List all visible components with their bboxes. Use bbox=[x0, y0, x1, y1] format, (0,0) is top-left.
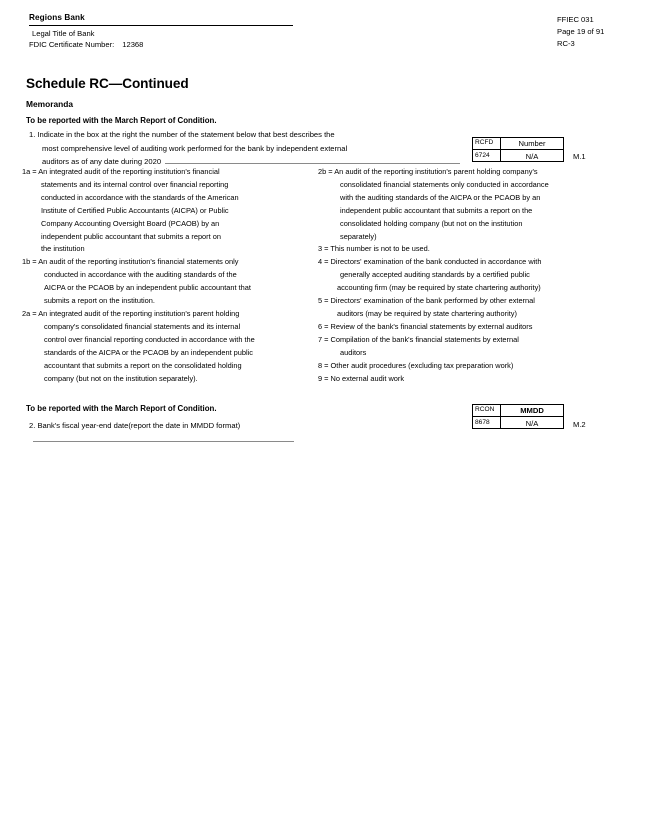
definition-line: 1a = An integrated audit of the reporting institution's financial bbox=[22, 167, 220, 176]
definition-line: 2b = An audit of the reporting institution's parent holding company's bbox=[318, 167, 538, 176]
memo-2-value-header: MMDD bbox=[501, 405, 563, 417]
definition-line: 9 = No external audit work bbox=[318, 373, 405, 383]
header-left-block bbox=[29, 13, 329, 50]
memoranda-heading: Memoranda bbox=[26, 99, 74, 109]
memo-1-code: 6724 bbox=[475, 152, 490, 159]
definition-7 bbox=[318, 334, 613, 360]
definition-line: separately) bbox=[340, 231, 377, 241]
definition-line: with the auditing standards of the AICPA or the PCAOB by an bbox=[340, 192, 541, 202]
definition-line: AICPA or the PCAOB by an independent public accountant that bbox=[44, 283, 251, 293]
form-id: FFIEC 031 bbox=[557, 15, 594, 24]
memo-item-2-text: 2. Bank's fiscal year-end date(report the date in MMDD format) bbox=[29, 421, 241, 430]
definition-3 bbox=[318, 243, 613, 256]
definition-line: independent public accountant that submits a report on bbox=[41, 231, 221, 241]
definition-line: statements and its internal control over financial reporting bbox=[41, 179, 229, 189]
definition-5 bbox=[318, 295, 613, 321]
definition-line: 8 = Other audit procedures (excluding tax preparation work) bbox=[318, 360, 514, 370]
definition-line: 1b = An audit of the reporting institution's financial statements only bbox=[22, 257, 239, 267]
definition-6 bbox=[318, 321, 613, 334]
definition-line: 2a = An integrated audit of the reporting institution's parent holding bbox=[22, 308, 240, 318]
fdic-label: FDIC Certificate Number: bbox=[29, 40, 115, 49]
definition-line: accountant that submits a report on the consolidated holding bbox=[44, 360, 242, 370]
memo-2-value-column bbox=[501, 405, 563, 428]
definition-line: 7 = Compilation of the bank's financial statements by external bbox=[318, 334, 519, 344]
definition-line: company (but not on the institution separately). bbox=[44, 373, 198, 383]
memo-item-1 bbox=[29, 128, 469, 169]
definition-line: conducted in accordance with the auditing standards of the bbox=[44, 270, 237, 280]
page-number: Page 19 of 91 bbox=[557, 27, 605, 37]
memo-1-value-header: Number bbox=[501, 138, 563, 150]
memo-item-2-line-1 bbox=[29, 419, 469, 446]
definition-2b bbox=[318, 166, 613, 243]
definition-line: conducted in accordance with the standards of the American bbox=[41, 192, 239, 202]
memo-1-code-column bbox=[473, 138, 501, 161]
definition-line: 5 = Directors' examination of the bank performed by other external bbox=[318, 296, 535, 306]
definition-line: Institute of Certified Public Accountants (AICPA) or Public bbox=[41, 205, 229, 215]
definition-line: consolidated holding company (but not on the institution bbox=[340, 218, 523, 228]
legal-title-label: Legal Title of Bank bbox=[32, 29, 95, 38]
definition-line: the institution bbox=[41, 244, 85, 254]
definition-line: company's consolidated financial statements and its internal bbox=[44, 321, 241, 331]
definition-line: 3 = This number is not to be used. bbox=[318, 244, 430, 254]
definition-line: standards of the AICPA or the PCAOB by an independent public bbox=[44, 347, 253, 357]
bank-name-underline bbox=[29, 25, 293, 26]
definition-line: Company Accounting Oversight Board (PCAOB) by an bbox=[41, 218, 220, 228]
definition-4 bbox=[318, 256, 613, 295]
definition-line: accounting firm (may be required by state chartering authority) bbox=[337, 283, 541, 293]
to-be-reported-heading-1: To be reported with the March Report of Condition. bbox=[26, 116, 217, 125]
memo-1-value[interactable]: N/A bbox=[525, 151, 539, 161]
definition-line: independent public accountant that submits a report on the bbox=[340, 205, 533, 215]
memo-1-box[interactable] bbox=[472, 137, 564, 162]
memo-2-value[interactable]: N/A bbox=[525, 418, 539, 428]
section-code: RC-3 bbox=[557, 39, 575, 49]
definition-line: generally accepted auditing standards by a certified public bbox=[340, 270, 530, 280]
definition-1b bbox=[22, 256, 312, 308]
definition-line: auditors bbox=[340, 347, 367, 357]
memo-1-reference: M.1 bbox=[573, 152, 586, 161]
memo-item-1-line-2: most comprehensive level of auditing work performed for the bank by independent external bbox=[42, 143, 348, 153]
definition-line: 4 = Directors' examination of the bank conducted in accordance with bbox=[318, 257, 542, 267]
definition-line: auditors (may be required by state chartering authority) bbox=[337, 308, 517, 318]
to-be-reported-heading-2: To be reported with the March Report of Condition. bbox=[26, 404, 217, 413]
definition-line: submits a report on the institution. bbox=[44, 296, 155, 306]
memo-2-code: 8678 bbox=[475, 419, 490, 426]
memo-item-1-line-3-text: auditors as of any date during 2020 bbox=[42, 157, 162, 166]
header-right-block bbox=[557, 14, 604, 51]
definition-1a bbox=[22, 166, 312, 256]
memo-item-2 bbox=[29, 419, 469, 446]
memo-item-2-leader-line bbox=[33, 434, 294, 442]
memo-1-code-header: RCFD bbox=[473, 138, 500, 150]
memo-1-value-column bbox=[501, 138, 563, 161]
definitions-left-column bbox=[22, 166, 312, 385]
fdic-certificate-line bbox=[29, 39, 329, 50]
definition-2a bbox=[22, 308, 312, 385]
bank-name: Regions Bank bbox=[29, 13, 85, 22]
definition-9 bbox=[318, 373, 613, 386]
memo-2-code-column bbox=[473, 405, 501, 428]
page-title: Schedule RC—Continued bbox=[26, 76, 189, 91]
memo-2-box[interactable] bbox=[472, 404, 564, 429]
fdic-number: 12368 bbox=[122, 40, 144, 49]
definitions-right-column bbox=[318, 166, 613, 385]
definition-line: 6 = Review of the bank's financial statements by external auditors bbox=[318, 321, 533, 331]
definition-line: control over financial reporting conducted in accordance with the bbox=[44, 334, 255, 344]
definition-line: consolidated financial statements only conducted in accordance bbox=[340, 179, 549, 189]
memo-2-reference: M.2 bbox=[573, 420, 586, 429]
memo-item-1-line-1: 1. Indicate in the box at the right the number of the statement below that best describes the bbox=[29, 130, 335, 139]
memo-2-code-header: RCON bbox=[473, 405, 500, 417]
memo-item-1-leader-line bbox=[165, 156, 460, 164]
definition-8 bbox=[318, 360, 613, 373]
